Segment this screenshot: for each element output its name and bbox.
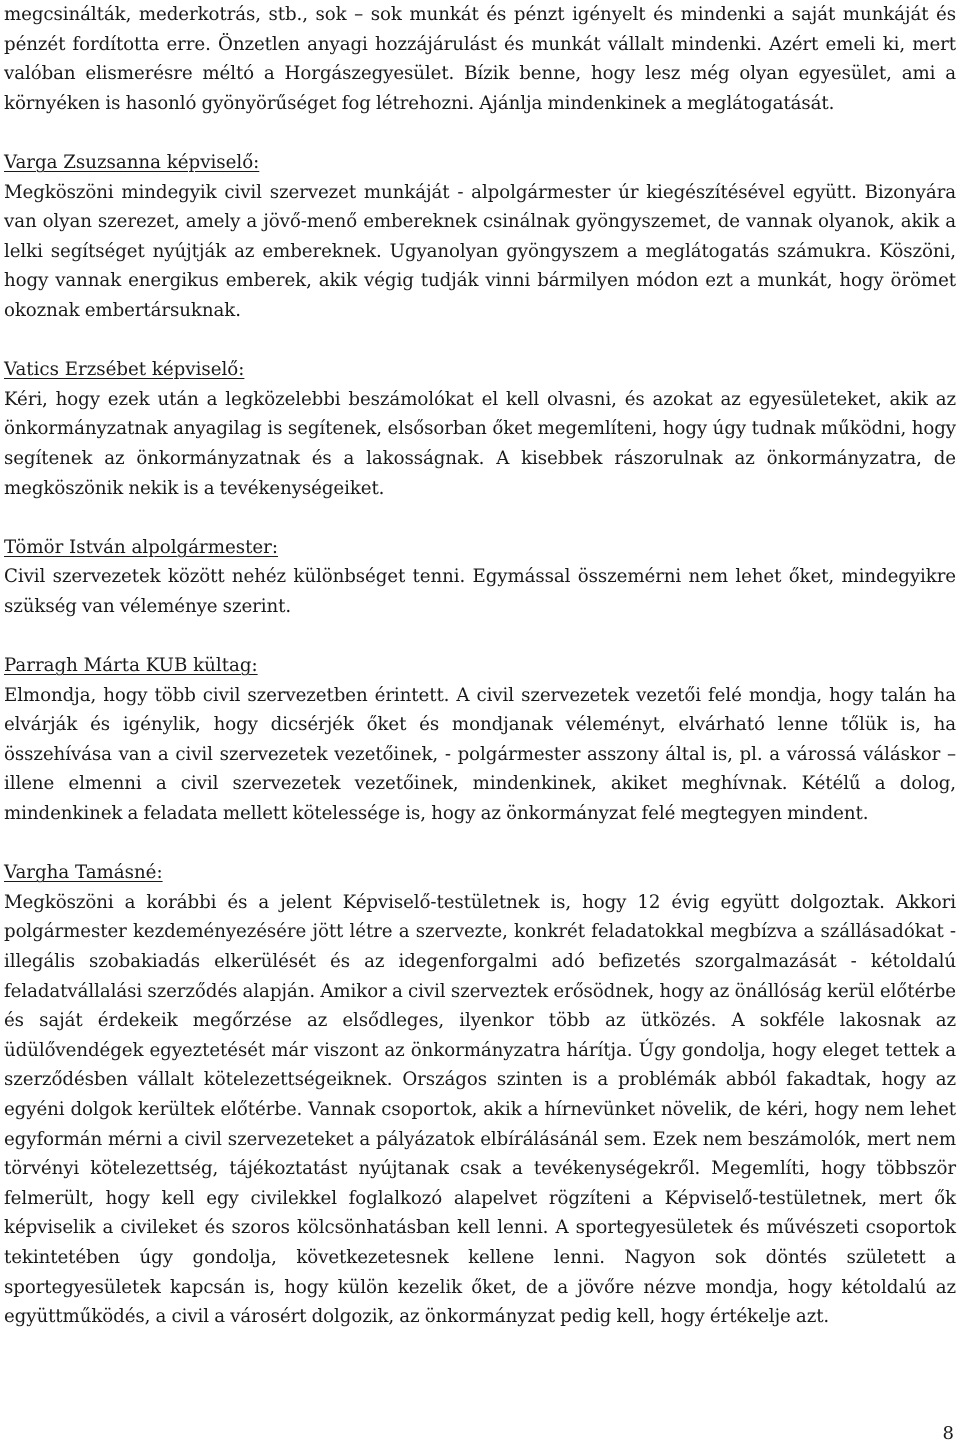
- speech-text: Civil szervezetek között nehéz különbséget tenni. Egymással összemérni nem lehet őket, mindegyikre szükség van véleménye szerint.: [4, 566, 956, 617]
- speech-section-parragh-marta: [4, 651, 956, 829]
- page-number: 8: [942, 1423, 954, 1444]
- speech-section-vargha-tamasne: [4, 858, 956, 1332]
- speech-section-varga-zsuzsanna: [4, 148, 956, 326]
- speech-text: Elmondja, hogy több civil szervezetben érintett. A civil szervezetek vezetői felé mondja, hogy talán ha elvárják és igénylik, hogy dicsérjék őket és mondjanak véleményt, elvárható lenne tőlük is, ha összehívása van a civil szervezetek vezetőinek, - polgármester asszony által is, pl. a várossá váláskor – illene elmenni a civil szervezetek vezetőinek, mindenkinek, akiket meghívnak. Kétélű a dolog, mindenkinek a feladata mellett kötelessége is, hogy az önkormányzat felé megtegyen mindent.: [4, 684, 956, 825]
- speech-text: Megköszöni mindegyik civil szervezet munkáját - alpolgármester úr kiegészítésével együtt. Bizonyára van olyan szerezet, amely a jövő-menő embereknek csinálnak gyöngyszemet, de vannak olyanok, akik a lelki segítséget nyújtják az embereknek. Ugyanolyan gyöngyszem a meglátogatás számukra. Köszöni, hogy vannak energikus emberek, akik végig tudják vinni bármilyen módon ezt a munkát, hogy örömet okoznak embertársuknak.: [4, 181, 956, 321]
- speaker-heading: Vatics Erzsébet képviselő:: [4, 359, 245, 381]
- speech-section-vatics-erzsebet: [4, 355, 956, 503]
- speech-section-tomor-istvan: [4, 533, 956, 622]
- speaker-heading: Varga Zsuzsanna képviselő:: [4, 151, 260, 173]
- speaker-heading: Parragh Márta KUB kültag:: [4, 655, 258, 677]
- speech-text: Kéri, hogy ezek után a legközelebbi beszámolókat el kell olvasni, és azokat az egyesületeket, akik az önkormányzatnak anyagilag is segítenek, elsősorban őket megemlíteni, hogy úgy tudnak működni, hogy segítenek az önkormányzatnak és a lakosságnak. A kisebbek rászorulnak az önkormányzatra, de megköszönik nekik is a tevékenységeiket.: [4, 388, 956, 499]
- speaker-heading: Tömör István alpolgármester:: [4, 536, 278, 558]
- speaker-heading: Vargha Tamásné:: [4, 862, 163, 884]
- document-page: [4, 0, 956, 1332]
- speech-text: Megköszöni a korábbi és a jelent Képviselő-testületnek is, hogy 12 évig együtt dolgoztak. Akkori polgármester kezdeményezésére jött létre a szervezte, konkrét feladatokkal megbízva a szállásadókat - illegális szobakiadás elkerülését és az idegenforgalmi adó befizetés szorgalmazását - kétoldalú feladatvállalási szerződés alapján. Amikor a civil szerveztek erősödnek, hogy az önállóság kerül előtérbe és saját érdekeik megőrzése az elsődleges, ilyenkor több az ütközés. A sokféle lakosnak az üdülővendégek egyeztetését már viszont az önkormányzatra hárítja. Úgy gondolja, hogy eleget tettek a szerződésben vállalt kötelezettségeiknek. Országos szinten is a problémák abból fakadtak, hogy az egyéni dolgok kerültek előtérbe. Vannak csoportok, akik a hírnevünket növelik, de kéri, hogy nem lehet egyformán mérni a civil szervezeteket a pályázatok elbírálásánál sem. Ezek nem beszámolók, mert nem törvényi kötelezettség, tájékoztatást nyújtanak csak a tevékenységekről. Megemlíti, hogy többször felmerült, hogy kell egy civilekkel foglalkozó alapelvet rögzíteni a Képviselő-testületnek, mert ők képviselik a civileket és szoros kölcsönhatásban kell lenni. A sportegyesületek és művészeti csoportok tekintetében úgy gondolja, következetesnek kellene lenni. Nagyon sok döntés született a sportegyesületek kapcsán is, hogy külön kezelik őket, de a jövőre nézve mondja, hogy kétoldalú az együttműködés, a civil a városért dolgozik, az önkormányzat pedig kell, hogy értékelje azt.: [4, 891, 956, 1328]
- intro-paragraph: megcsinálták, mederkotrás, stb., sok – sok munkát és pénzt igényelt és mindenki a saját munkáját és pénzét fordította erre. Önzetlen anyagi hozzájárulást és munkát vállalt mindenki. Azért emeli ki, mert valóban elismerésre méltó a Horgászegyesület. Bízik benne, hogy lesz még olyan egyesület, ami a környéken is hasonló gyönyörűséget fog létrehozni. Ajánlja mindenkinek a meglátogatását.: [4, 4, 956, 114]
